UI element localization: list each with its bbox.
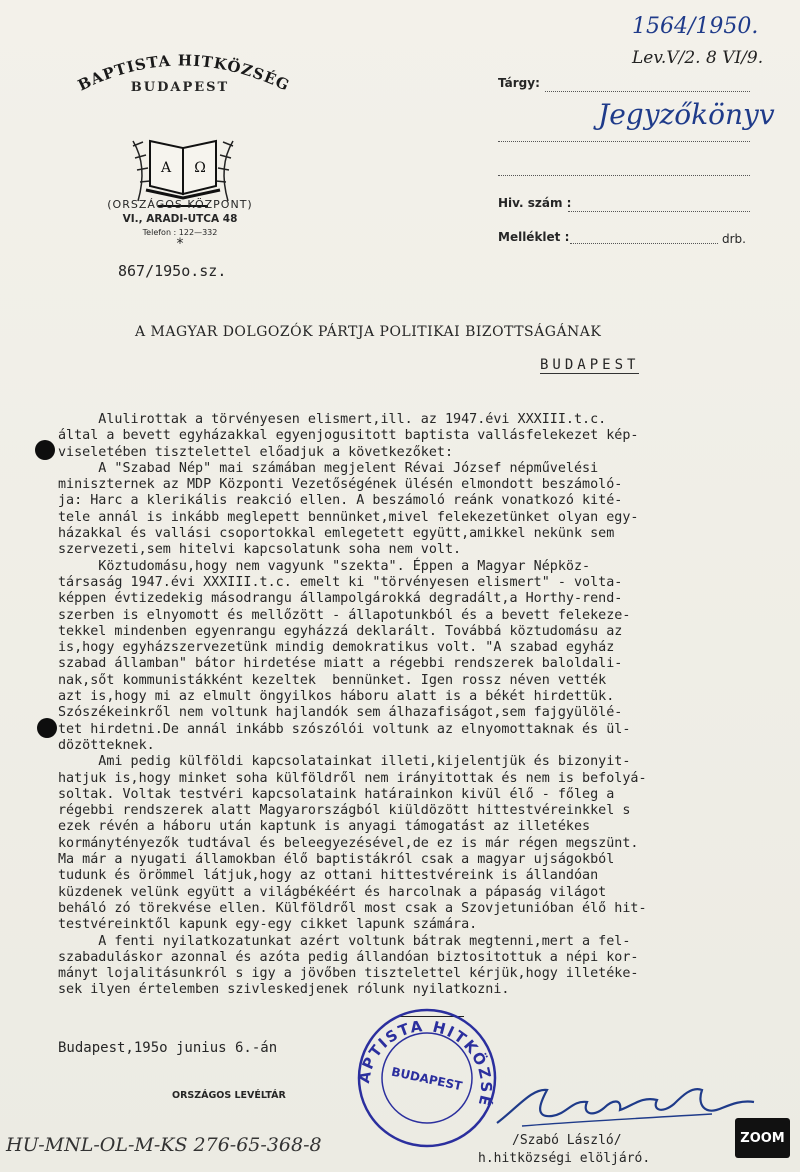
signer-title: h.hitközségi elöljáró. (478, 1151, 651, 1166)
body-line: szerben is elnyomott és mellőzött - állapotunkból és a bevett felekeze- (58, 607, 631, 623)
body-line: Ma már a nyugati államokban élő baptistákról csak a magyar ujságokból (58, 852, 615, 868)
body-line: által a bevett egyházakkal egyenjogusitott baptista vallásfelekezet kép- (58, 428, 639, 444)
body-line: szabad államban" bátor hirdetése miatt a régebbi rendszerek baloldali- (58, 656, 623, 672)
attachment-line (570, 242, 718, 244)
shelf-mark: HU-MNL-OL-M-KS 276-65-368-8 (6, 1134, 322, 1156)
body-line: képpen évtizedekig másodrangu állampolgárokká degradált,a Horthy-rend- (58, 591, 623, 607)
letterhead-phone: Telefon : 122—332 (142, 228, 218, 237)
body-line: szervezeti,sem hitelvi kapcsolatunk soha nem volt. (58, 542, 462, 558)
body-line: tekkel mindenben egyenrangu egyházzá deklarált. Továbbá köztudomásu az (58, 623, 623, 639)
body-line: is,hogy egyházszervezetünk mindig demokratikus volt. "A szabad egyház (58, 640, 615, 656)
attachment-label: Melléklet : (498, 230, 570, 244)
body-line: miniszternek az MDP Központi Vezetőségének ülésén elmondott beszámoló- (58, 477, 623, 493)
letterhead-address: VI., ARADI-UTCA 48 (122, 213, 238, 225)
body-line: régebbi rendszerek alatt Magyarországból kiüldözött hittestvéreinkkel s (58, 803, 631, 819)
svg-text:Α: Α (160, 160, 172, 176)
subject-line-3 (498, 174, 750, 176)
signer-name: /Szabó László/ (512, 1133, 622, 1148)
reference-number: 867/195o.sz. (118, 262, 227, 280)
body-line: Ami pedig külföldi kapcsolatainkat illeti,kijelentjük és bizonyit- (58, 754, 631, 770)
body-line: ezek révén a háboru után kaptunk is anyagi támogatást az illetékes (58, 819, 591, 835)
body-line: dözötteknek. (58, 737, 155, 753)
archive-stamp: ORSZÁGOS LEVÉLTÁR (172, 1090, 286, 1101)
body-line: nak,sőt kommunistákként kezeltek bennünket. Igen rossz néven vették (58, 672, 607, 688)
body-line: tele annál is inkább meglepett bennünket,mivel felekezetünket olyan egy- (58, 509, 639, 525)
body-line: Szószékeinkről nem voltunk hajlandók sem álhazafiságot,sem fajgyülölé- (58, 705, 623, 721)
handwritten-signature (492, 1078, 762, 1138)
subject-label: Tárgy: (498, 76, 540, 90)
handwritten-subject: Jegyzőkönyv (598, 98, 775, 131)
body-line: beháló zó törekvése ellen. Külföldről most csak a Szovjetunióban élő hit- (58, 900, 647, 916)
body-line: küzdenek velünk együtt a világbékéért és harcolnak a pápaság világot (58, 884, 607, 900)
body-line: testvéreinktől kapunk egy-egy cikket lapunk számára. (58, 917, 478, 933)
attachment-unit: drb. (722, 232, 746, 246)
reference-line (568, 210, 750, 212)
svg-text:BAPTISTA HITKÖZSÉG: BAPTISTA HITKÖZSÉG (354, 1016, 496, 1110)
svg-text:Ω: Ω (194, 160, 206, 176)
reference-label: Hiv. szám : (498, 196, 572, 210)
body-line: társaság 1947.évi XXXIII.t.c. emelt ki "törvényesen elismert" - volta- (58, 574, 623, 590)
punch-hole-top (35, 440, 55, 460)
round-stamp (352, 1003, 502, 1153)
body-line: Alulirottak a törvényesen elismert,ill. az 1947.évi XXXIII.t.c. (58, 412, 607, 427)
letter-body (58, 412, 798, 999)
body-line: tet hirdetni.De annál inkább szószólói voltunk az elnyomottaknak és ül- (58, 721, 631, 737)
body-line: A fenti nyilatkozatunkat azért voltunk bátrak megtenni,mert a fel- (58, 933, 631, 949)
body-line: hatjuk is,hogy minket soha külföldről nem irányitottak és nem is befolyá- (58, 770, 647, 786)
body-line: tudunk és örömmel látjuk,hogy az ottani hittestvéreink is állandóan (58, 868, 599, 884)
recipient-heading: A MAGYAR DOLGOZÓK PÁRTJA POLITIKAI BIZOTTSÁGÁNAK (135, 324, 602, 340)
date-line: Budapest,195o junius 6.-án (58, 1040, 278, 1056)
body-line: soltak. Voltak testvéri kapcsolataink határainkon kivül élő - főleg a (58, 786, 615, 802)
subject-line (545, 90, 750, 92)
zoom-badge: ZOOM (735, 1118, 790, 1158)
letterhead-office: (ORSZÁGOS KÖZPONT) (107, 198, 253, 211)
body-line: A "Szabad Nép" mai számában megjelent Révai József népművelési (58, 460, 599, 476)
body-line: szabaduláskor azonnal és azóta pedig állandóan biztositottuk a népi kor- (58, 949, 639, 965)
body-line: házakkal és vallási csoportokkal emlegetett együtt,amikkel nekünk sem (58, 526, 615, 542)
svg-text:BUDAPEST: BUDAPEST (390, 1064, 464, 1094)
recipient-city: BUDAPEST (540, 357, 640, 373)
body-line: kormánytényezők tudtával és beleegyezésével,de ez is már régen megszünt. (58, 835, 639, 851)
body-line: sek ilyen értelemben szivleskedjenek rólunk nyilatkozni. (58, 982, 510, 998)
handwritten-marks: Lev.V/2. 8 VI/9. (632, 48, 764, 68)
handwritten-registry-number: 1564/1950. (632, 14, 759, 39)
body-line: azt is,hogy mi az elmult öngyilkos háboru alatt is a békét hirdettük. (58, 689, 615, 705)
body-line: ja: Harc a klerikális reakció ellen. A beszámoló reánk vonatkozó kité- (58, 493, 623, 509)
body-line: viseletében tisztelettel előadjuk a következőket: (58, 444, 454, 460)
letterhead-city: BUDAPEST (130, 80, 230, 95)
subject-line-2 (498, 140, 750, 142)
letterhead-star: * (176, 236, 184, 252)
svg-text:BAPTISTA HITKÖZSÉG: BAPTISTA HITKÖZSÉG (74, 51, 293, 95)
body-line: mányt lojalitásunkról s igy a jövőben tisztelettel kérjük,hogy illetéke- (58, 966, 639, 982)
punch-hole-bottom (37, 718, 57, 738)
letterhead-arc-title (50, 38, 310, 108)
body-line: Köztudomásu,hogy nem vagyunk "szekta". Éppen a Magyar Népköz- (58, 558, 591, 574)
